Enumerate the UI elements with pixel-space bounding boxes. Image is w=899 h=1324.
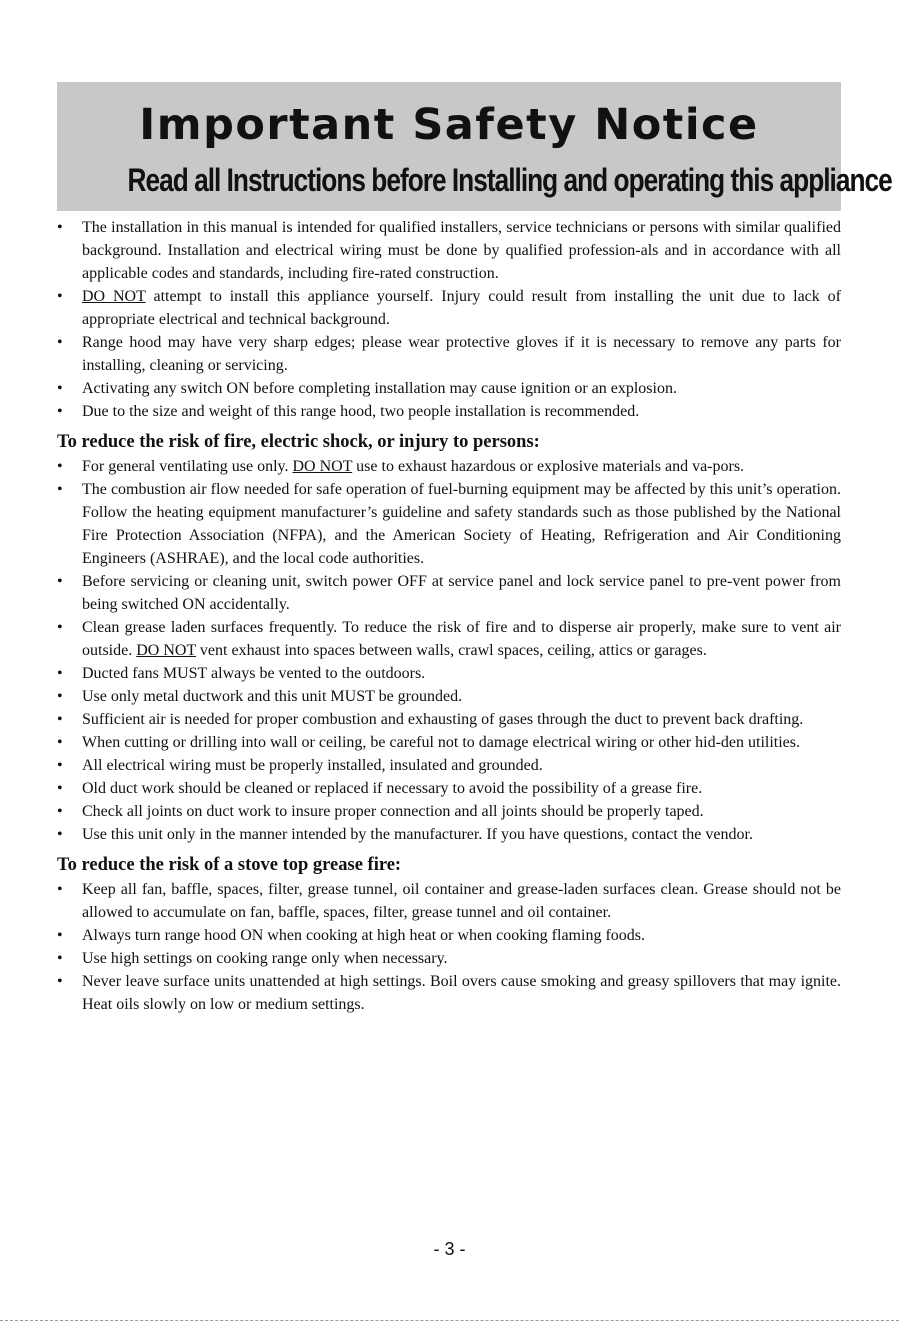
bullet-text: attempt to install this appliance yourself. Injury could result from installing the unit due to lack of appropriate electrical and technical background. [82, 288, 842, 328]
bullet-text: Activating any switch ON before completing installation may cause ignition or an explosion. [82, 380, 677, 397]
bullet-item [57, 708, 841, 731]
bullet-marker: • [57, 458, 63, 475]
bullet-text: Use high settings on cooking range only when necessary. [82, 950, 448, 967]
bullet-text: Use only metal ductwork and this unit MUST be grounded. [82, 688, 463, 705]
bullet-marker: • [57, 619, 63, 636]
bullet-marker: • [57, 734, 63, 751]
bullet-text: Before servicing or cleaning unit, switch power OFF at service panel and lock service panel to pre-vent power from being switched ON accidentally. [82, 573, 841, 613]
bullet-item [57, 970, 841, 1016]
bullet-marker: • [57, 803, 63, 820]
bullet-text: Always turn range hood ON when cooking at high heat or when cooking flaming foods. [82, 927, 645, 944]
bullet-item [57, 570, 841, 616]
bullet-marker: • [57, 288, 63, 305]
safety-notice-banner [57, 82, 892, 211]
bullet-item [57, 400, 841, 423]
bullet-marker: • [57, 927, 63, 944]
page-content [57, 216, 841, 1016]
bullet-marker: • [57, 711, 63, 728]
bullet-item [57, 616, 841, 662]
bullet-text: When cutting or drilling into wall or ceiling, be careful not to damage electrical wiring or other hid-den utilities. [82, 734, 800, 751]
fire-shock-injury-bullet-list [57, 455, 841, 846]
bullet-marker: • [57, 334, 63, 351]
bullet-item [57, 754, 841, 777]
bullet-text: For general ventilating use only. [82, 458, 293, 475]
bullet-text: Sufficient air is needed for proper combustion and exhausting of gases through the duct to prevent back drafting. [82, 711, 804, 728]
bullet-item [57, 331, 841, 377]
bullet-marker: • [57, 573, 63, 590]
bullet-text: Due to the size and weight of this range hood, two people installation is recommended. [82, 403, 640, 420]
bullet-marker: • [57, 219, 63, 236]
bullet-text: Old duct work should be cleaned or replaced if necessary to avoid the possibility of a grease fire. [82, 780, 703, 797]
bullet-text: Range hood may have very sharp edges; please wear protective gloves if it is necessary to remove any parts for installing, cleaning or servicing. [82, 334, 841, 374]
bullet-marker: • [57, 665, 63, 682]
bullet-item [57, 800, 841, 823]
bullet-text: use to exhaust hazardous or explosive materials and va-pors. [352, 458, 745, 475]
bullet-item [57, 685, 841, 708]
section-heading-grease-fire: To reduce the risk of a stove top grease fire: [57, 855, 402, 875]
bullet-marker: • [57, 881, 63, 898]
bullet-item [57, 777, 841, 800]
bullet-item [57, 377, 841, 400]
bullet-text: The installation in this manual is intended for qualified installers, service technicians or persons with similar qualified background. Installation and electrical wiring must be done by qualified profession-als and in accordance with all applicable codes and standards, including fire-rated construction. [82, 219, 841, 282]
grease-fire-bullet-list [57, 878, 841, 1016]
bullet-item [57, 924, 841, 947]
banner-title: Important Safety Notice [139, 100, 759, 150]
bullet-text: Check all joints on duct work to insure proper connection and all joints should be properly taped. [82, 803, 704, 820]
bullet-text: vent exhaust into spaces between walls, crawl spaces, ceiling, attics or garages. [195, 642, 707, 659]
intro-bullet-list [57, 216, 841, 423]
bullet-item [57, 216, 841, 285]
bullet-text: The combustion air flow needed for safe operation of fuel-burning equipment may be affected by this unit’s operation. Follow the heating equipment manufacturer’s guideline and safety standards such as those published by the National Fire Protection Association (NFPA), and the American Society of Heating, Refrigeration and Air Conditioning Engineers (ASHRAE), and the local code authorities. [82, 481, 841, 567]
bullet-marker: • [57, 688, 63, 705]
bullet-item [57, 823, 841, 846]
emphasis-do-not: DO NOT [82, 288, 146, 305]
bullet-marker: • [57, 380, 63, 397]
banner-subtitle: Read all Instructions before Installing and operating this appliance [127, 162, 892, 198]
bottom-divider [0, 1320, 899, 1321]
bullet-text: Never leave surface units unattended at high settings. Boil overs cause smoking and greasy spillovers that may ignite. Heat oils slowly on low or medium settings. [82, 973, 841, 1013]
bullet-marker: • [57, 757, 63, 774]
bullet-marker: • [57, 973, 63, 990]
bullet-item [57, 455, 841, 478]
bullet-item [57, 878, 841, 924]
bullet-text: All electrical wiring must be properly installed, insulated and grounded. [82, 757, 543, 774]
bullet-item [57, 731, 841, 754]
bullet-item [57, 285, 841, 331]
bullet-text: Use this unit only in the manner intended by the manufacturer. If you have questions, contact the vendor. [82, 826, 753, 843]
page-number: - 3 - [433, 1239, 466, 1259]
section-heading-fire-shock-injury: To reduce the risk of fire, electric shock, or injury to persons: [57, 432, 540, 452]
bullet-item [57, 662, 841, 685]
emphasis-do-not: DO NOT [136, 642, 196, 659]
bullet-item [57, 947, 841, 970]
emphasis-do-not: DO NOT [292, 458, 353, 475]
bullet-text: Ducted fans MUST always be vented to the outdoors. [82, 665, 426, 682]
bullet-item [57, 478, 841, 570]
bullet-text: Clean grease laden surfaces frequently. To reduce the risk of fire and to disperse air properly, make sure to vent air outside. [82, 619, 841, 659]
bullet-marker: • [57, 481, 63, 498]
bullet-marker: • [57, 950, 63, 967]
bullet-marker: • [57, 403, 63, 420]
bullet-text: Keep all fan, baffle, spaces, filter, grease tunnel, oil container and grease-laden surfaces clean. Grease should not be allowed to accumulate on fan, baffle, spaces, filter, grease tunnel and oil container. [82, 881, 841, 921]
bullet-marker: • [57, 826, 63, 843]
bullet-marker: • [57, 780, 63, 797]
